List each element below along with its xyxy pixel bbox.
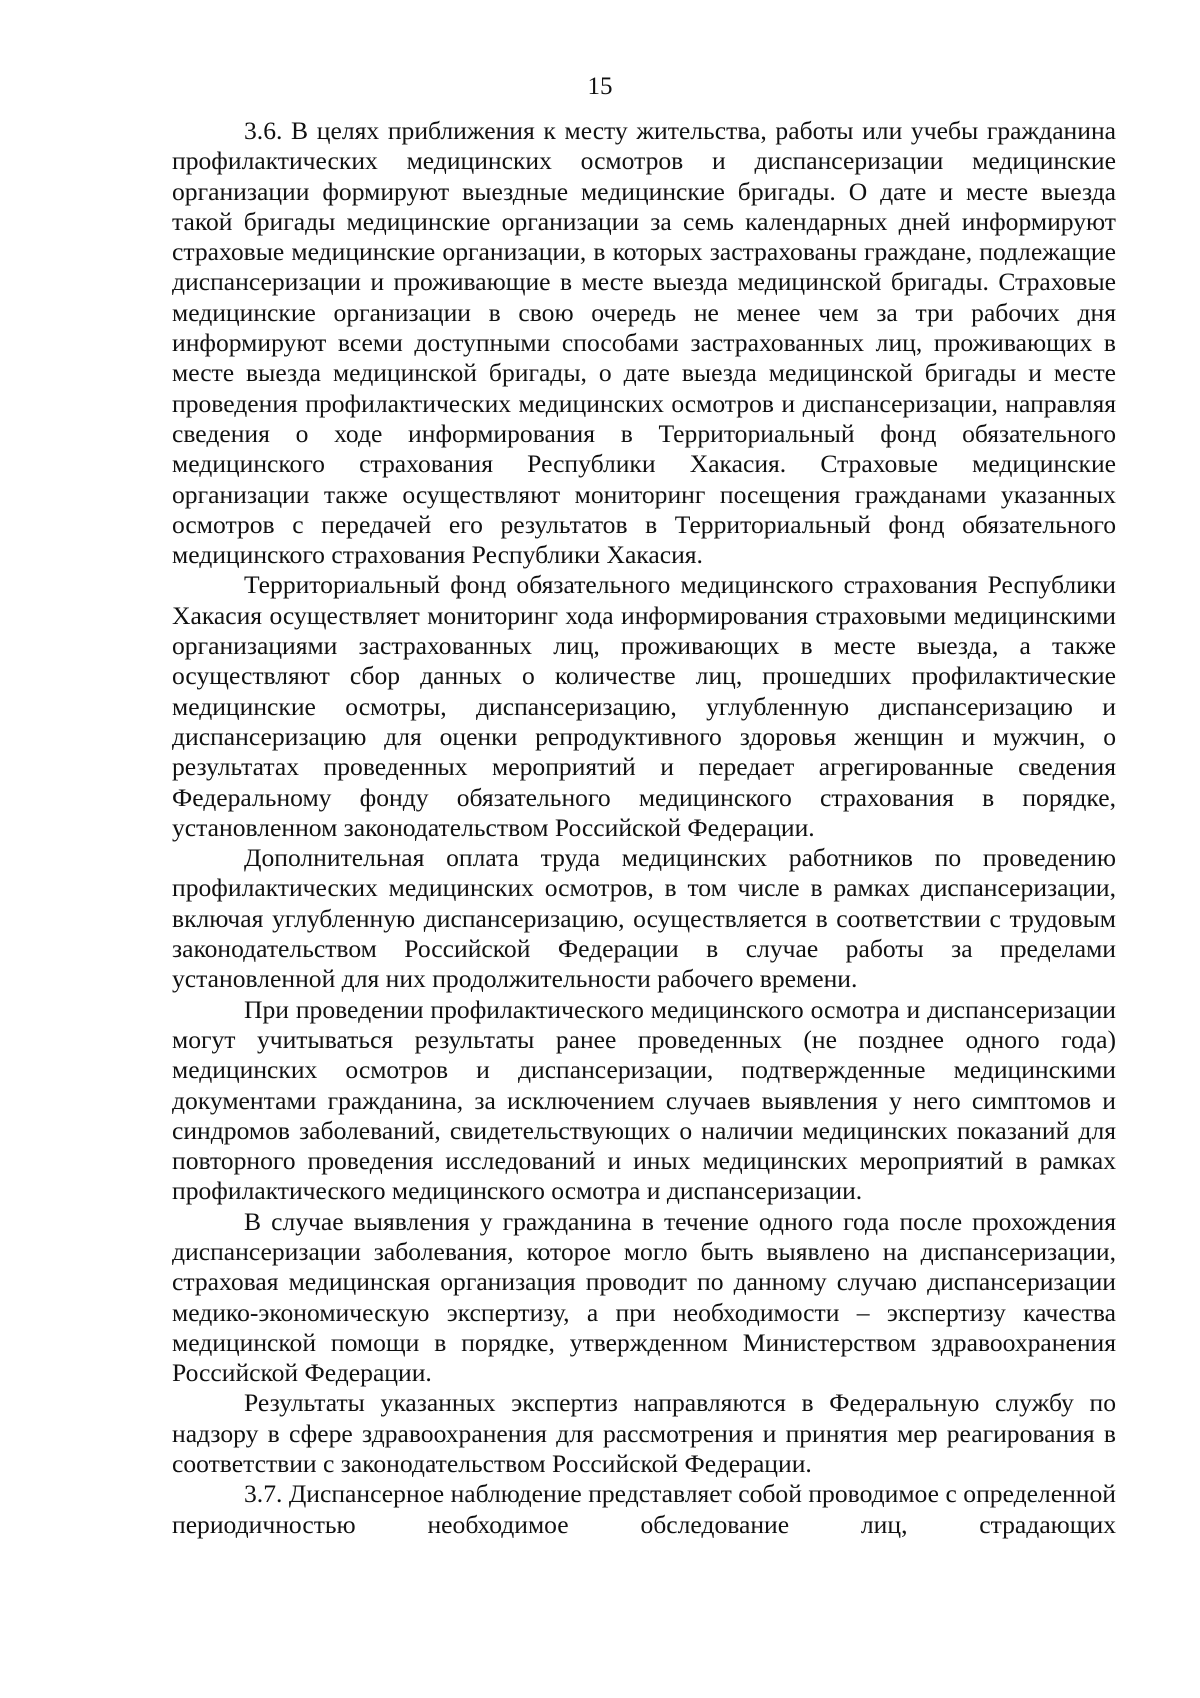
paragraph-previous-results: При проведении профилактического медицинского осмотра и диспансеризации могут учитываться результаты ранее проведенных (не позднее одного года) медицинских осмотров и диспансеризации, подтвержденные медицинскими документами гражданина, за исключением случаев выявления у него симптомов и синдромов заболеваний, свидетельствующих о наличии медицинских показаний для повторного проведения исследований и иных медицинских мероприятий в рамках профилактического медицинского осмотра и диспансеризации. — [172, 994, 1116, 1206]
paragraph-3-6: 3.6. В целях приближения к месту жительства, работы или учебы гражданина профилактических медицинских осмотров и диспансеризации медицинские организации формируют выездные медицинские бригады. О дате и месте выезда такой бригады медицинские организации за семь календарных дней информируют страховые медицинские организации, в которых застрахованы граждане, подлежащие диспансеризации и проживающие в месте выезда медицинской бригады. Страховые медицинские организации в свою очередь не менее чем за три рабочих дня информируют всеми доступными способами застрахованных лиц, проживающих в месте выезда медицинской бригады, о дате выезда медицинской бригады и месте проведения профилактических медицинских осмотров и диспансеризации, направляя сведения о ходе информирования в Территориальный фонд обязательного медицинского страхования Республики Хакасия. Страховые медицинские организации также осуществляют мониторинг посещения гражданами указанных осмотров с передачей его результатов в Территориальный фонд обязательного медицинского страхования Республики Хакасия. — [172, 116, 1116, 570]
body-text — [172, 116, 1116, 1540]
paragraph-fund-monitoring: Территориальный фонд обязательного медицинского страхования Республики Хакасия осуществляет мониторинг хода информирования страховыми медицинскими организациями застрахованных лиц, проживающих в месте выезда, а также осуществляют сбор данных о количестве лиц, прошедших профилактические медицинские осмотры, диспансеризацию, углубленную диспансеризацию и диспансеризацию для оценки репродуктивного здоровья женщин и мужчин, о результатах проведенных мероприятий и передает агрегированные сведения Федеральному фонду обязательного медицинского страхования в порядке, установленном законодательством Российской Федерации. — [172, 570, 1116, 842]
paragraph-3-7: 3.7. Диспансерное наблюдение представляет собой проводимое с определенной периодичностью необходимое обследование лиц, страдающих — [172, 1479, 1116, 1539]
page-number: 15 — [587, 73, 613, 100]
paragraph-expertise-results: Результаты указанных экспертиз направляются в Федеральную службу по надзору в сфере здравоохранения для рассмотрения и принятия мер реагирования в соответствии с законодательством Российской Федерации. — [172, 1388, 1116, 1479]
paragraph-additional-payment: Дополнительная оплата труда медицинских работников по проведению профилактических медицинских осмотров, в том числе в рамках диспансеризации, включая углубленную диспансеризацию, осуществляется в соответствии с трудовым законодательством Российской Федерации в случае работы за пределами установленной для них продолжительности рабочего времени. — [172, 843, 1116, 994]
paragraph-expertise: В случае выявления у гражданина в течение одного года после прохождения диспансеризации заболевания, которое могло быть выявлено на диспансеризации, страховая медицинская организация проводит по данному случаю диспансеризации медико-экономическую экспертизу, а при необходимости – экспертизу качества медицинской помощи в порядке, утвержденном Министерством здравоохранения Российской Федерации. — [172, 1206, 1116, 1388]
